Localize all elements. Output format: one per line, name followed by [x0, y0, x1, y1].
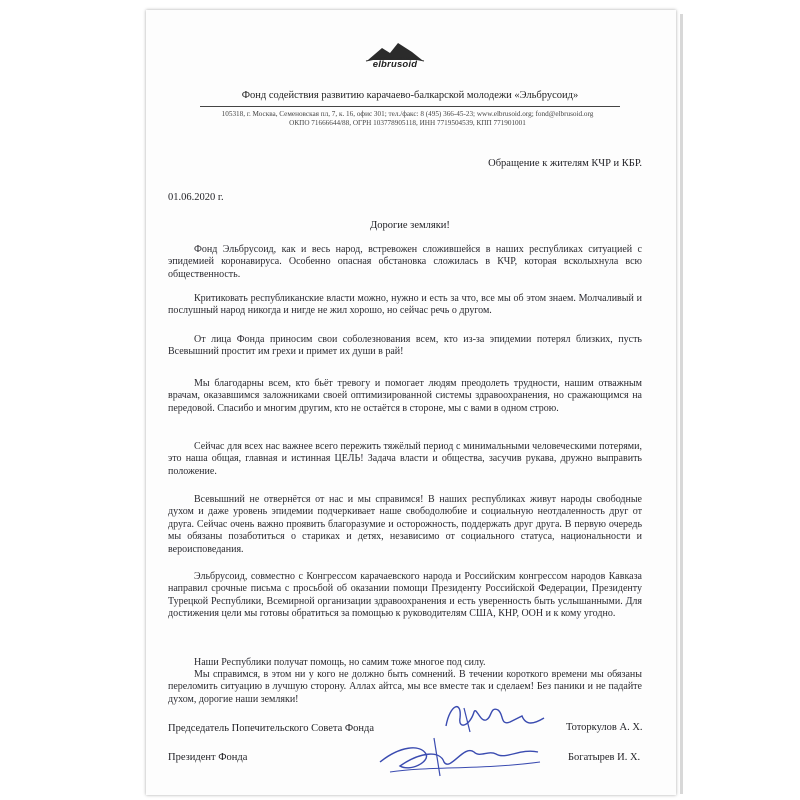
letter-date: 01.06.2020 г. [168, 192, 224, 203]
signatory-role: Председатель Попечительского Совета Фонда [168, 723, 375, 734]
addressee: Обращение к жителям КЧР и КБР. [488, 158, 642, 169]
paragraph: От лица Фонда приносим свои соболезнования всем, кто из-за эпидемии потерял близких, пусть Всевышний простит им грехи и примет их души в рай! [168, 334, 642, 358]
paragraph: Мы справимся, в этом ни у кого не должно быть сомнений. В течении короткого времени мы обязаны переломить ситуацию в лучшую сторону. Аллах айтса, мы все вместе так и сделаем! Без паники и не падайте духом, дорогие наши земляки! [168, 669, 642, 705]
paragraph: Сейчас для всех нас важнее всего пережить тяжёлый период с минимальными человеческими потерями, это наша общая, главная и истинная ЦЕЛЬ! Задача власти и общества, засучив рукава, дружно выправить положение. [168, 441, 642, 477]
logo-text: elbrusoid [372, 59, 418, 70]
signatory-role: Президент Фонда [168, 752, 248, 763]
handwritten-signature [440, 696, 550, 736]
paragraph: Эльбрусоид, совместно с Конгрессом карачаевского народа и Российским конгрессом народов Кавказа направил срочные письма с просьбой об оказании помощи Президенту Российской Федерации, Президенту Турецкой Республики, Всемирной организации здравоохранения и есть уверенность быть услышанными. Для достижения цели мы готовы обратиться за помощью к руководителям США, КНР, ООН и к кому угодно. [168, 571, 642, 620]
paragraph: Всевышний не отвернётся от нас и мы справимся! В наших республиках живут народы свободные духом и даже уровень эпидемии подчеркивает наше свободолюбие и социальную неотдаленность друг от друга. Сейчас очень важно проявить благоразумие и осторожность, поддержать друг друга. В первую очередь мы обязаны позаботиться о стариках и детях, независимо от социального статуса, национальности и вероисповедания. [168, 494, 642, 555]
paragraph: Мы благодарны всем, кто бьёт тревогу и помогает людям преодолеть трудности, нашим отважным врачам, оказавшимся заложниками своей оптимизированной системы здравоохранения, но сражающимся на передовой. Спасибо и многим другим, кто не остаётся в стороне, мы с вами в одном строю. [168, 378, 642, 414]
greeting: Дорогие земляки! [370, 220, 450, 231]
paragraph: Фонд Эльбрусоид, как и весь народ, встревожен сложившейся в наших республиках ситуацией с эпидемией коронавируса. Особенно опасная обстановка сложилась в КЧР, которая всколыхнула всю общественность. [168, 244, 642, 280]
page-edge [680, 14, 683, 794]
handwritten-signature [370, 732, 550, 782]
organization-address [170, 110, 645, 128]
paragraph: Наши Республики получат помощь, но самим тоже многое под силу. [194, 657, 486, 668]
organization-name: Фонд содействия развитию карачаево-балкарской молодежи «Эльбрусоид» [241, 90, 579, 101]
signatory-name: Богатырев И. Х. [568, 752, 641, 763]
registration-line: ОКПО 71666644/88, ОГРН 103778905118, ИНН 7719504539, КПП 771901001 [289, 119, 526, 127]
signatory-name: Тоторкулов А. Х. [566, 722, 643, 733]
header-divider [200, 106, 620, 107]
paragraph: Критиковать республиканские власти можно, нужно и есть за что, все мы об этом знаем. Молчаливый и послушный народ никогда и нигде не жил хорошо, но сейчас речь о другом. [168, 293, 642, 317]
address-line: 105318, г. Москва, Семеновская пл, 7, к. 16, офис 301; тел./факс: 8 (495) 366-45-23; www.elbrusoid.org; fond@elbrusoid.org [221, 110, 594, 118]
